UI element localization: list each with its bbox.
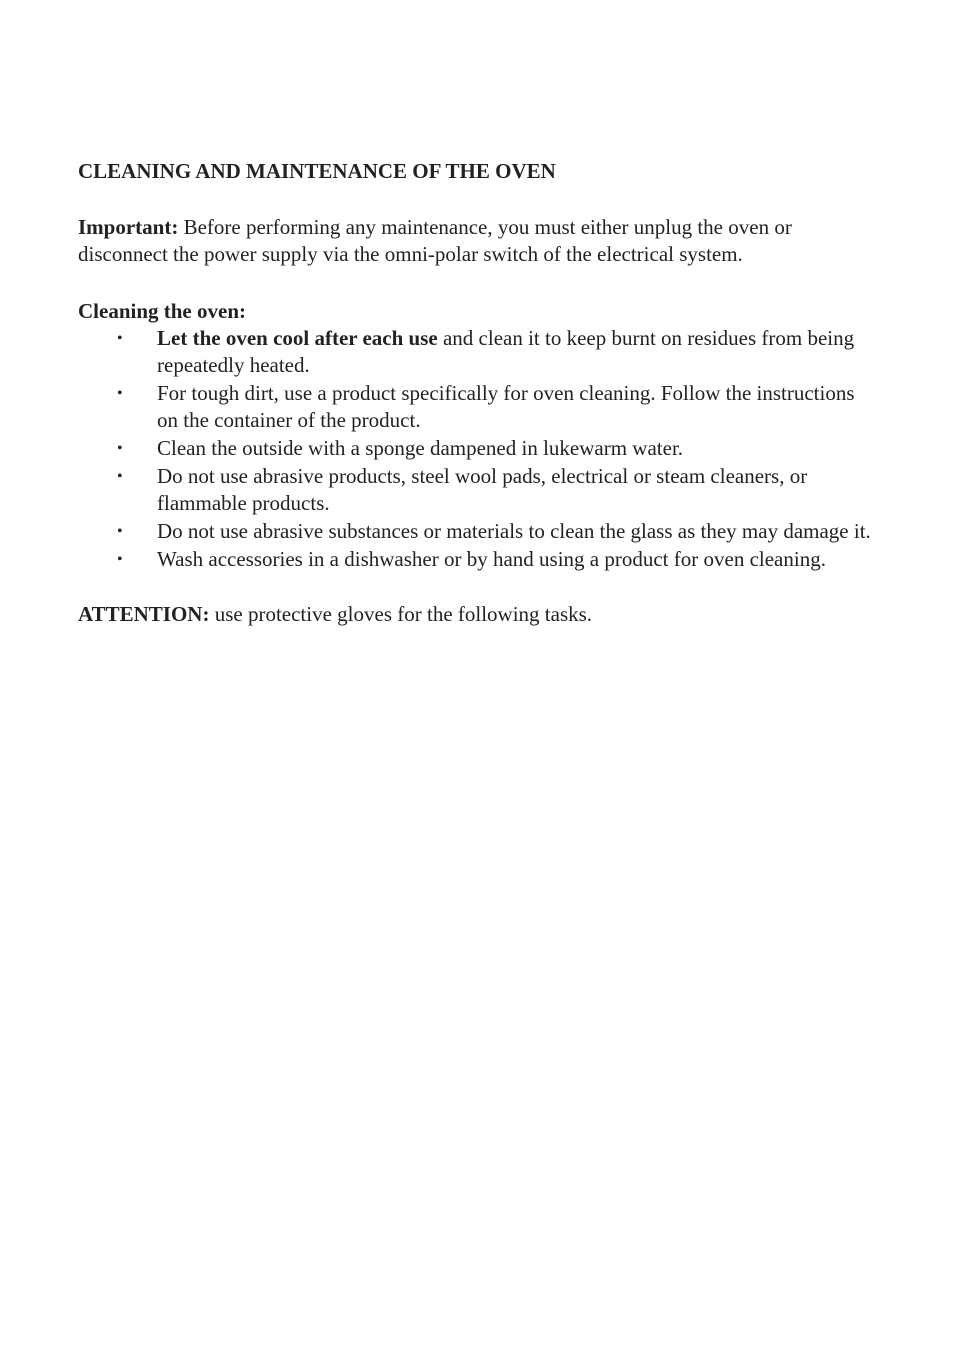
important-note — [78, 214, 878, 268]
list-item-text: Wash accessories in a dishwasher or by hand using a product for oven cleaning. — [157, 547, 826, 571]
important-text: Before performing any maintenance, you must either unplug the oven or disconnect the power supply via the omni-polar switch of the electrical system. — [78, 215, 792, 266]
list-item — [78, 325, 878, 379]
page-title: CLEANING AND MAINTENANCE OF THE OVEN — [78, 159, 556, 183]
cleaning-list — [78, 325, 878, 573]
bullet-icon: • — [117, 551, 123, 568]
list-item-text: Do not use abrasive substances or materials to clean the glass as they may damage it. — [157, 519, 871, 543]
list-item — [78, 435, 878, 462]
bullet-icon: • — [117, 330, 123, 347]
list-item — [78, 380, 878, 434]
bullet-icon: • — [117, 468, 123, 485]
attention-label: ATTENTION: — [78, 602, 210, 626]
list-item — [78, 463, 878, 517]
section-heading: Cleaning the oven: — [78, 299, 246, 323]
important-label: Important: — [78, 215, 179, 239]
list-item-text: Do not use abrasive products, steel wool pads, electrical or steam cleaners, or flammable products. — [157, 464, 808, 515]
list-item — [78, 546, 878, 573]
document-page — [78, 158, 878, 628]
list-item — [78, 518, 878, 545]
bullet-icon: • — [117, 440, 123, 457]
bullet-icon: • — [117, 523, 123, 540]
list-item-bold: Let the oven cool after each use — [157, 326, 438, 350]
list-item-text: For tough dirt, use a product specifically for oven cleaning. Follow the instructions on the container of the product. — [157, 381, 855, 432]
attention-text: use protective gloves for the following tasks. — [209, 602, 593, 626]
bullet-icon: • — [117, 385, 123, 402]
list-item-text: Clean the outside with a sponge dampened in lukewarm water. — [157, 436, 684, 460]
attention-note — [78, 601, 878, 628]
list-item-text: and clean it to keep burnt on residues from being repeatedly heated. — [157, 326, 855, 377]
